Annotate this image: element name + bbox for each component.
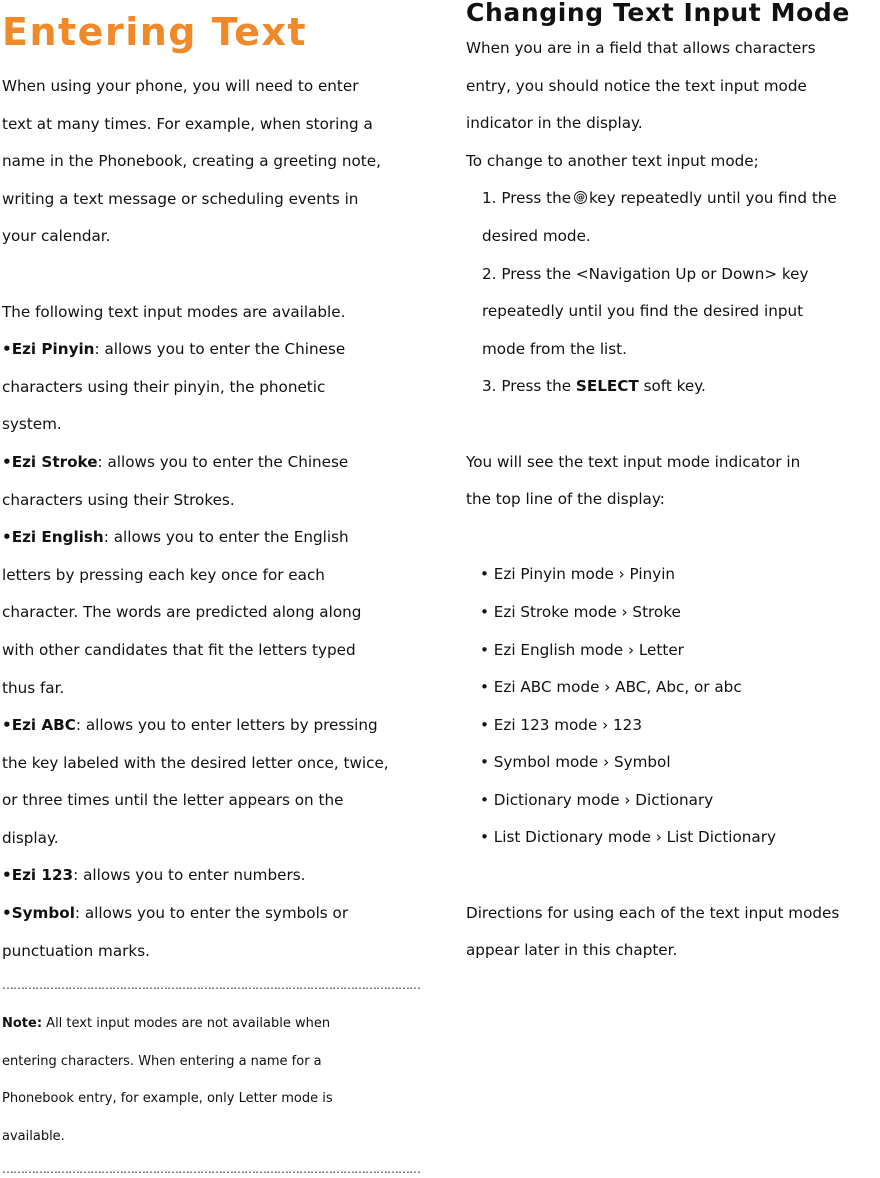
indicator-item: • Dictionary mode › Dictionary <box>480 790 714 809</box>
indicator-item: • List Dictionary mode › List Dictionary <box>480 828 776 847</box>
indicator-item: • Symbol mode › Symbol <box>480 753 671 772</box>
step-3: 3. Press the SELECT soft key. <box>482 377 706 396</box>
indicator-item: • Ezi English mode › Letter <box>480 640 684 659</box>
intro-paragraph: When using your phone, you will need to enter text at many times. For example, when storing a name in the Phonebook, creating a greeting note, writing a text message or scheduling events in your calendar. The following text input modes are available. •Ezi Pinyin: allows you to enter the Chinese characters using their pinyin, the phonetic system. •Ezi Stroke: allows you to enter the Chinese characters using their Strokes. •Ezi English: allows you to enter the English letters by pressing each key once for each character. The words are predicted along along with other candidates that fit the letters typed thus far. •Ezi ABC: allows you to enter letters by pressing the key labeled with the desired letter once, twice, or three times until the letter appears on the display. •Ezi 123: allows you to enter numbers. •Symbol: allows you to enter the symbols or punctuation marks. <box>2 77 389 960</box>
note-label: Note: <box>2 1016 43 1031</box>
indicator-intro: You will see the text input mode indicator in <box>466 452 801 471</box>
mode-item-ezi-abc: •Ezi ABC: allows you to enter letters by pressing <box>2 716 378 735</box>
page-title: Entering Text <box>2 10 308 54</box>
section-title: Changing Text Input Mode <box>466 0 850 27</box>
mode-item-ezi-stroke: •Ezi Stroke: allows you to enter the Chinese <box>2 452 349 471</box>
indicator-item: • Ezi 123 mode › 123 <box>480 715 643 734</box>
mode-item-ezi-123: •Ezi 123: allows you to enter numbers. <box>2 866 306 885</box>
step-1: 1. Press the @ key repeatedly until you find the <box>482 189 837 208</box>
at-key-icon: @ <box>576 193 586 204</box>
mode-item-ezi-pinyin: •Ezi Pinyin: allows you to enter the Chinese <box>2 340 346 359</box>
note-block: Note: All text input modes are not available when entering characters. When entering a name for a Phonebook entry, for example, only Letter mode is available. <box>2 1016 333 1144</box>
mode-item-ezi-english: •Ezi English: allows you to enter the English <box>2 528 349 547</box>
outro: Directions for using each of the text input modes <box>466 903 840 922</box>
mode-item-symbol: •Symbol: allows you to enter the symbols or <box>2 904 349 923</box>
indicator-item: • Ezi Pinyin mode › Pinyin <box>480 565 676 584</box>
indicator-item: • Ezi ABC mode › ABC, Abc, or abc <box>480 678 742 697</box>
divider-bottom: …………………………………………………………………………………………………… <box>2 1162 420 1176</box>
indicator-item: • Ezi Stroke mode › Stroke <box>480 602 681 621</box>
divider-top: …………………………………………………………………………………………………… <box>2 978 420 992</box>
right-body: When you are in a field that allows characters entry, you should notice the text input mode indicator in the display. To change to another text input mode; 1. Press the @ key repeatedly until you find the desired mode. 2. Press the <Navigation Up or Down> key repeatedly until you find the desired input mode from the list. 3. Press the SELECT soft key. You will see the text input mode indicator in the top line of the display: • Ezi Pinyin mode › Pinyin • Ezi Stroke mode › Stroke • Ezi English mode › Letter • Ezi ABC mode › ABC, Abc, or abc • Ezi 123 mode › 123 • Symbol mode › Symbol • Dictionary mode › Dictionary • List Dictionary mode › List Dictionary Directions for using each of the text input modes appear later in this chapter. <box>466 39 840 960</box>
step-2: 2. Press the <Navigation Up or Down> key <box>482 264 809 283</box>
modes-intro: The following text input modes are available. <box>2 302 346 321</box>
